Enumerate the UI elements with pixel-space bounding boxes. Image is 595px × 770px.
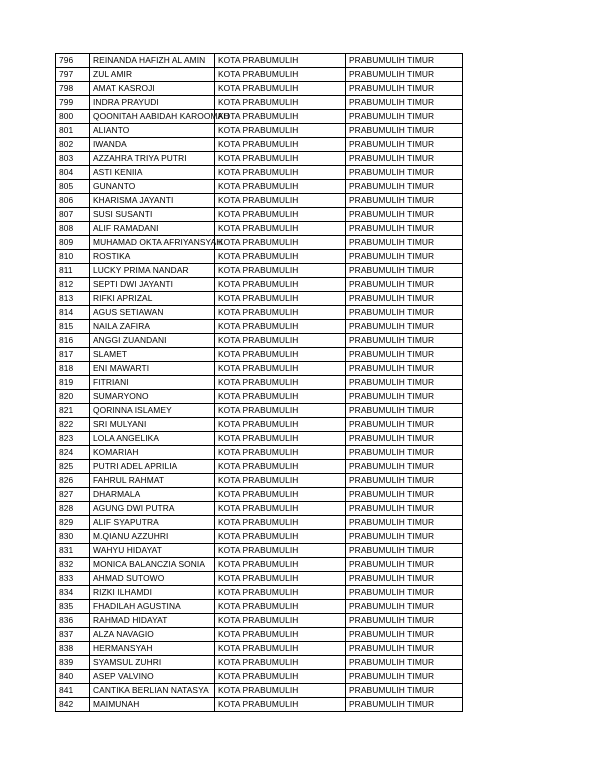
district-cell: PRABUMULIH TIMUR	[346, 194, 463, 208]
city-cell: KOTA PRABUMULIH	[215, 586, 346, 600]
row-number-cell: 801	[56, 124, 90, 138]
district-cell: PRABUMULIH TIMUR	[346, 166, 463, 180]
table-row	[56, 670, 463, 684]
district-cell: PRABUMULIH TIMUR	[346, 586, 463, 600]
district-cell: PRABUMULIH TIMUR	[346, 320, 463, 334]
city-cell: KOTA PRABUMULIH	[215, 628, 346, 642]
city-cell: KOTA PRABUMULIH	[215, 446, 346, 460]
name-cell: GUNANTO	[90, 180, 215, 194]
city-cell: KOTA PRABUMULIH	[215, 572, 346, 586]
city-cell: KOTA PRABUMULIH	[215, 292, 346, 306]
table-row	[56, 222, 463, 236]
name-cell: KHARISMA JAYANTI	[90, 194, 215, 208]
row-number-cell: 836	[56, 614, 90, 628]
name-cell: FITRIANI	[90, 376, 215, 390]
district-cell: PRABUMULIH TIMUR	[346, 670, 463, 684]
name-cell: SUSI SUSANTI	[90, 208, 215, 222]
city-cell: KOTA PRABUMULIH	[215, 502, 346, 516]
row-number-cell: 842	[56, 698, 90, 712]
row-number-cell: 820	[56, 390, 90, 404]
district-cell: PRABUMULIH TIMUR	[346, 572, 463, 586]
name-cell: MAIMUNAH	[90, 698, 215, 712]
district-cell: PRABUMULIH TIMUR	[346, 68, 463, 82]
city-cell: KOTA PRABUMULIH	[215, 96, 346, 110]
name-cell: FAHRUL RAHMAT	[90, 474, 215, 488]
row-number-cell: 809	[56, 236, 90, 250]
name-cell: AGUNG DWI PUTRA	[90, 502, 215, 516]
table-row	[56, 656, 463, 670]
city-cell: KOTA PRABUMULIH	[215, 516, 346, 530]
city-cell: KOTA PRABUMULIH	[215, 208, 346, 222]
city-cell: KOTA PRABUMULIH	[215, 432, 346, 446]
city-cell: KOTA PRABUMULIH	[215, 390, 346, 404]
table-row	[56, 502, 463, 516]
table-row	[56, 292, 463, 306]
name-cell: ROSTIKA	[90, 250, 215, 264]
table-row	[56, 250, 463, 264]
district-cell: PRABUMULIH TIMUR	[346, 222, 463, 236]
city-cell: KOTA PRABUMULIH	[215, 180, 346, 194]
table-row	[56, 334, 463, 348]
district-cell: PRABUMULIH TIMUR	[346, 82, 463, 96]
table-row	[56, 446, 463, 460]
district-cell: PRABUMULIH TIMUR	[346, 124, 463, 138]
district-cell: PRABUMULIH TIMUR	[346, 306, 463, 320]
table-row	[56, 180, 463, 194]
row-number-cell: 805	[56, 180, 90, 194]
district-cell: PRABUMULIH TIMUR	[346, 54, 463, 68]
name-cell: LUCKY PRIMA NANDAR	[90, 264, 215, 278]
district-cell: PRABUMULIH TIMUR	[346, 446, 463, 460]
name-cell: REINANDA HAFIZH AL AMIN	[90, 54, 215, 68]
name-cell: HERMANSYAH	[90, 642, 215, 656]
district-cell: PRABUMULIH TIMUR	[346, 530, 463, 544]
district-cell: PRABUMULIH TIMUR	[346, 236, 463, 250]
table-row	[56, 684, 463, 698]
name-cell: SLAMET	[90, 348, 215, 362]
district-cell: PRABUMULIH TIMUR	[346, 418, 463, 432]
row-number-cell: 799	[56, 96, 90, 110]
row-number-cell: 839	[56, 656, 90, 670]
row-number-cell: 831	[56, 544, 90, 558]
name-cell: ASEP VALVINO	[90, 670, 215, 684]
city-cell: KOTA PRABUMULIH	[215, 306, 346, 320]
city-cell: KOTA PRABUMULIH	[215, 474, 346, 488]
row-number-cell: 816	[56, 334, 90, 348]
row-number-cell: 806	[56, 194, 90, 208]
district-cell: PRABUMULIH TIMUR	[346, 544, 463, 558]
city-cell: KOTA PRABUMULIH	[215, 138, 346, 152]
name-cell: WAHYU HIDAYAT	[90, 544, 215, 558]
district-cell: PRABUMULIH TIMUR	[346, 488, 463, 502]
table-row	[56, 138, 463, 152]
row-number-cell: 796	[56, 54, 90, 68]
city-cell: KOTA PRABUMULIH	[215, 250, 346, 264]
name-cell: AMAT KASROJI	[90, 82, 215, 96]
name-cell: ALZA NAVAGIO	[90, 628, 215, 642]
city-cell: KOTA PRABUMULIH	[215, 278, 346, 292]
district-cell: PRABUMULIH TIMUR	[346, 656, 463, 670]
table-row	[56, 278, 463, 292]
name-cell: ALIF RAMADANI	[90, 222, 215, 236]
row-number-cell: 800	[56, 110, 90, 124]
city-cell: KOTA PRABUMULIH	[215, 68, 346, 82]
city-cell: KOTA PRABUMULIH	[215, 166, 346, 180]
name-cell: ALIF SYAPUTRA	[90, 516, 215, 530]
city-cell: KOTA PRABUMULIH	[215, 670, 346, 684]
row-number-cell: 826	[56, 474, 90, 488]
district-cell: PRABUMULIH TIMUR	[346, 292, 463, 306]
district-cell: PRABUMULIH TIMUR	[346, 138, 463, 152]
name-cell: ASTI KENIIA	[90, 166, 215, 180]
table-row	[56, 642, 463, 656]
city-cell: KOTA PRABUMULIH	[215, 124, 346, 138]
city-cell: KOTA PRABUMULIH	[215, 642, 346, 656]
table-row	[56, 544, 463, 558]
district-cell: PRABUMULIH TIMUR	[346, 404, 463, 418]
name-cell: DHARMALA	[90, 488, 215, 502]
row-number-cell: 817	[56, 348, 90, 362]
table-row	[56, 404, 463, 418]
city-cell: KOTA PRABUMULIH	[215, 488, 346, 502]
table-row	[56, 586, 463, 600]
row-number-cell: 819	[56, 376, 90, 390]
row-number-cell: 814	[56, 306, 90, 320]
district-cell: PRABUMULIH TIMUR	[346, 474, 463, 488]
city-cell: KOTA PRABUMULIH	[215, 656, 346, 670]
name-cell: CANTIKA BERLIAN NATASYA	[90, 684, 215, 698]
name-cell: LOLA ANGELIKA	[90, 432, 215, 446]
district-cell: PRABUMULIH TIMUR	[346, 362, 463, 376]
table-row	[56, 124, 463, 138]
table-row	[56, 628, 463, 642]
district-cell: PRABUMULIH TIMUR	[346, 278, 463, 292]
name-cell: INDRA PRAYUDI	[90, 96, 215, 110]
city-cell: KOTA PRABUMULIH	[215, 362, 346, 376]
city-cell: KOTA PRABUMULIH	[215, 264, 346, 278]
name-cell: FHADILAH AGUSTINA	[90, 600, 215, 614]
row-number-cell: 830	[56, 530, 90, 544]
name-cell: SRI MULYANI	[90, 418, 215, 432]
table-row	[56, 110, 463, 124]
name-cell: MUHAMAD OKTA AFRIYANSYAH	[90, 236, 215, 250]
city-cell: KOTA PRABUMULIH	[215, 376, 346, 390]
row-number-cell: 822	[56, 418, 90, 432]
row-number-cell: 803	[56, 152, 90, 166]
district-cell: PRABUMULIH TIMUR	[346, 460, 463, 474]
name-cell: AGUS SETIAWAN	[90, 306, 215, 320]
city-cell: KOTA PRABUMULIH	[215, 460, 346, 474]
district-cell: PRABUMULIH TIMUR	[346, 432, 463, 446]
table-row	[56, 600, 463, 614]
district-cell: PRABUMULIH TIMUR	[346, 180, 463, 194]
district-cell: PRABUMULIH TIMUR	[346, 250, 463, 264]
row-number-cell: 829	[56, 516, 90, 530]
table-row	[56, 614, 463, 628]
table-row	[56, 96, 463, 110]
name-cell: AZZAHRA TRIYA PUTRI	[90, 152, 215, 166]
city-cell: KOTA PRABUMULIH	[215, 348, 346, 362]
city-cell: KOTA PRABUMULIH	[215, 600, 346, 614]
table-row	[56, 306, 463, 320]
row-number-cell: 824	[56, 446, 90, 460]
district-cell: PRABUMULIH TIMUR	[346, 614, 463, 628]
row-number-cell: 813	[56, 292, 90, 306]
city-cell: KOTA PRABUMULIH	[215, 614, 346, 628]
city-cell: KOTA PRABUMULIH	[215, 684, 346, 698]
table-row	[56, 474, 463, 488]
city-cell: KOTA PRABUMULIH	[215, 544, 346, 558]
district-cell: PRABUMULIH TIMUR	[346, 698, 463, 712]
city-cell: KOTA PRABUMULIH	[215, 418, 346, 432]
name-cell: NAILA ZAFIRA	[90, 320, 215, 334]
city-cell: KOTA PRABUMULIH	[215, 320, 346, 334]
row-number-cell: 825	[56, 460, 90, 474]
city-cell: KOTA PRABUMULIH	[215, 110, 346, 124]
row-number-cell: 835	[56, 600, 90, 614]
city-cell: KOTA PRABUMULIH	[215, 558, 346, 572]
name-cell: SUMARYONO	[90, 390, 215, 404]
district-cell: PRABUMULIH TIMUR	[346, 152, 463, 166]
table-row	[56, 320, 463, 334]
row-number-cell: 834	[56, 586, 90, 600]
table-row	[56, 488, 463, 502]
city-cell: KOTA PRABUMULIH	[215, 236, 346, 250]
table-row	[56, 390, 463, 404]
table-row	[56, 54, 463, 68]
table-row	[56, 348, 463, 362]
name-cell: M.QIANU AZZUHRI	[90, 530, 215, 544]
row-number-cell: 804	[56, 166, 90, 180]
city-cell: KOTA PRABUMULIH	[215, 334, 346, 348]
name-cell: AHMAD SUTOWO	[90, 572, 215, 586]
row-number-cell: 808	[56, 222, 90, 236]
district-cell: PRABUMULIH TIMUR	[346, 390, 463, 404]
row-number-cell: 832	[56, 558, 90, 572]
row-number-cell: 837	[56, 628, 90, 642]
name-cell: RIZKI ILHAMDI	[90, 586, 215, 600]
table-row	[56, 194, 463, 208]
district-cell: PRABUMULIH TIMUR	[346, 110, 463, 124]
table-row	[56, 698, 463, 712]
city-cell: KOTA PRABUMULIH	[215, 194, 346, 208]
name-cell: ALIANTO	[90, 124, 215, 138]
name-cell: SEPTI DWI JAYANTI	[90, 278, 215, 292]
district-cell: PRABUMULIH TIMUR	[346, 96, 463, 110]
district-cell: PRABUMULIH TIMUR	[346, 684, 463, 698]
name-cell: IWANDA	[90, 138, 215, 152]
city-cell: KOTA PRABUMULIH	[215, 404, 346, 418]
name-cell: PUTRI ADEL APRILIA	[90, 460, 215, 474]
district-cell: PRABUMULIH TIMUR	[346, 642, 463, 656]
district-cell: PRABUMULIH TIMUR	[346, 558, 463, 572]
table-row	[56, 572, 463, 586]
row-number-cell: 811	[56, 264, 90, 278]
table-row	[56, 376, 463, 390]
district-cell: PRABUMULIH TIMUR	[346, 516, 463, 530]
city-cell: KOTA PRABUMULIH	[215, 698, 346, 712]
name-cell: QORINNA ISLAMEY	[90, 404, 215, 418]
row-number-cell: 807	[56, 208, 90, 222]
table-row	[56, 558, 463, 572]
district-cell: PRABUMULIH TIMUR	[346, 334, 463, 348]
table-row	[56, 236, 463, 250]
name-cell: SYAMSUL ZUHRI	[90, 656, 215, 670]
roster-table	[55, 53, 463, 712]
district-cell: PRABUMULIH TIMUR	[346, 264, 463, 278]
row-number-cell: 818	[56, 362, 90, 376]
row-number-cell: 841	[56, 684, 90, 698]
city-cell: KOTA PRABUMULIH	[215, 54, 346, 68]
name-cell: RAHMAD HIDAYAT	[90, 614, 215, 628]
row-number-cell: 798	[56, 82, 90, 96]
district-cell: PRABUMULIH TIMUR	[346, 376, 463, 390]
row-number-cell: 833	[56, 572, 90, 586]
city-cell: KOTA PRABUMULIH	[215, 222, 346, 236]
table-row	[56, 516, 463, 530]
name-cell: ZUL AMIR	[90, 68, 215, 82]
table-row	[56, 418, 463, 432]
name-cell: QOONITAH AABIDAH KAROOMAH	[90, 110, 215, 124]
row-number-cell: 810	[56, 250, 90, 264]
table-row	[56, 362, 463, 376]
row-number-cell: 828	[56, 502, 90, 516]
table-row	[56, 68, 463, 82]
city-cell: KOTA PRABUMULIH	[215, 152, 346, 166]
row-number-cell: 812	[56, 278, 90, 292]
name-cell: MONICA BALANCZIA SONIA	[90, 558, 215, 572]
table-row	[56, 530, 463, 544]
row-number-cell: 802	[56, 138, 90, 152]
city-cell: KOTA PRABUMULIH	[215, 82, 346, 96]
row-number-cell: 838	[56, 642, 90, 656]
row-number-cell: 815	[56, 320, 90, 334]
district-cell: PRABUMULIH TIMUR	[346, 348, 463, 362]
name-cell: ANGGI ZUANDANI	[90, 334, 215, 348]
row-number-cell: 797	[56, 68, 90, 82]
row-number-cell: 823	[56, 432, 90, 446]
district-cell: PRABUMULIH TIMUR	[346, 208, 463, 222]
row-number-cell: 821	[56, 404, 90, 418]
district-cell: PRABUMULIH TIMUR	[346, 600, 463, 614]
table-row	[56, 432, 463, 446]
table-row	[56, 264, 463, 278]
city-cell: KOTA PRABUMULIH	[215, 530, 346, 544]
table-row	[56, 82, 463, 96]
table-row	[56, 166, 463, 180]
row-number-cell: 827	[56, 488, 90, 502]
table-row	[56, 208, 463, 222]
table-row	[56, 460, 463, 474]
roster-table-body	[56, 54, 463, 712]
name-cell: ENI MAWARTI	[90, 362, 215, 376]
district-cell: PRABUMULIH TIMUR	[346, 502, 463, 516]
name-cell: KOMARIAH	[90, 446, 215, 460]
row-number-cell: 840	[56, 670, 90, 684]
name-cell: RIFKI APRIZAL	[90, 292, 215, 306]
table-row	[56, 152, 463, 166]
district-cell: PRABUMULIH TIMUR	[346, 628, 463, 642]
